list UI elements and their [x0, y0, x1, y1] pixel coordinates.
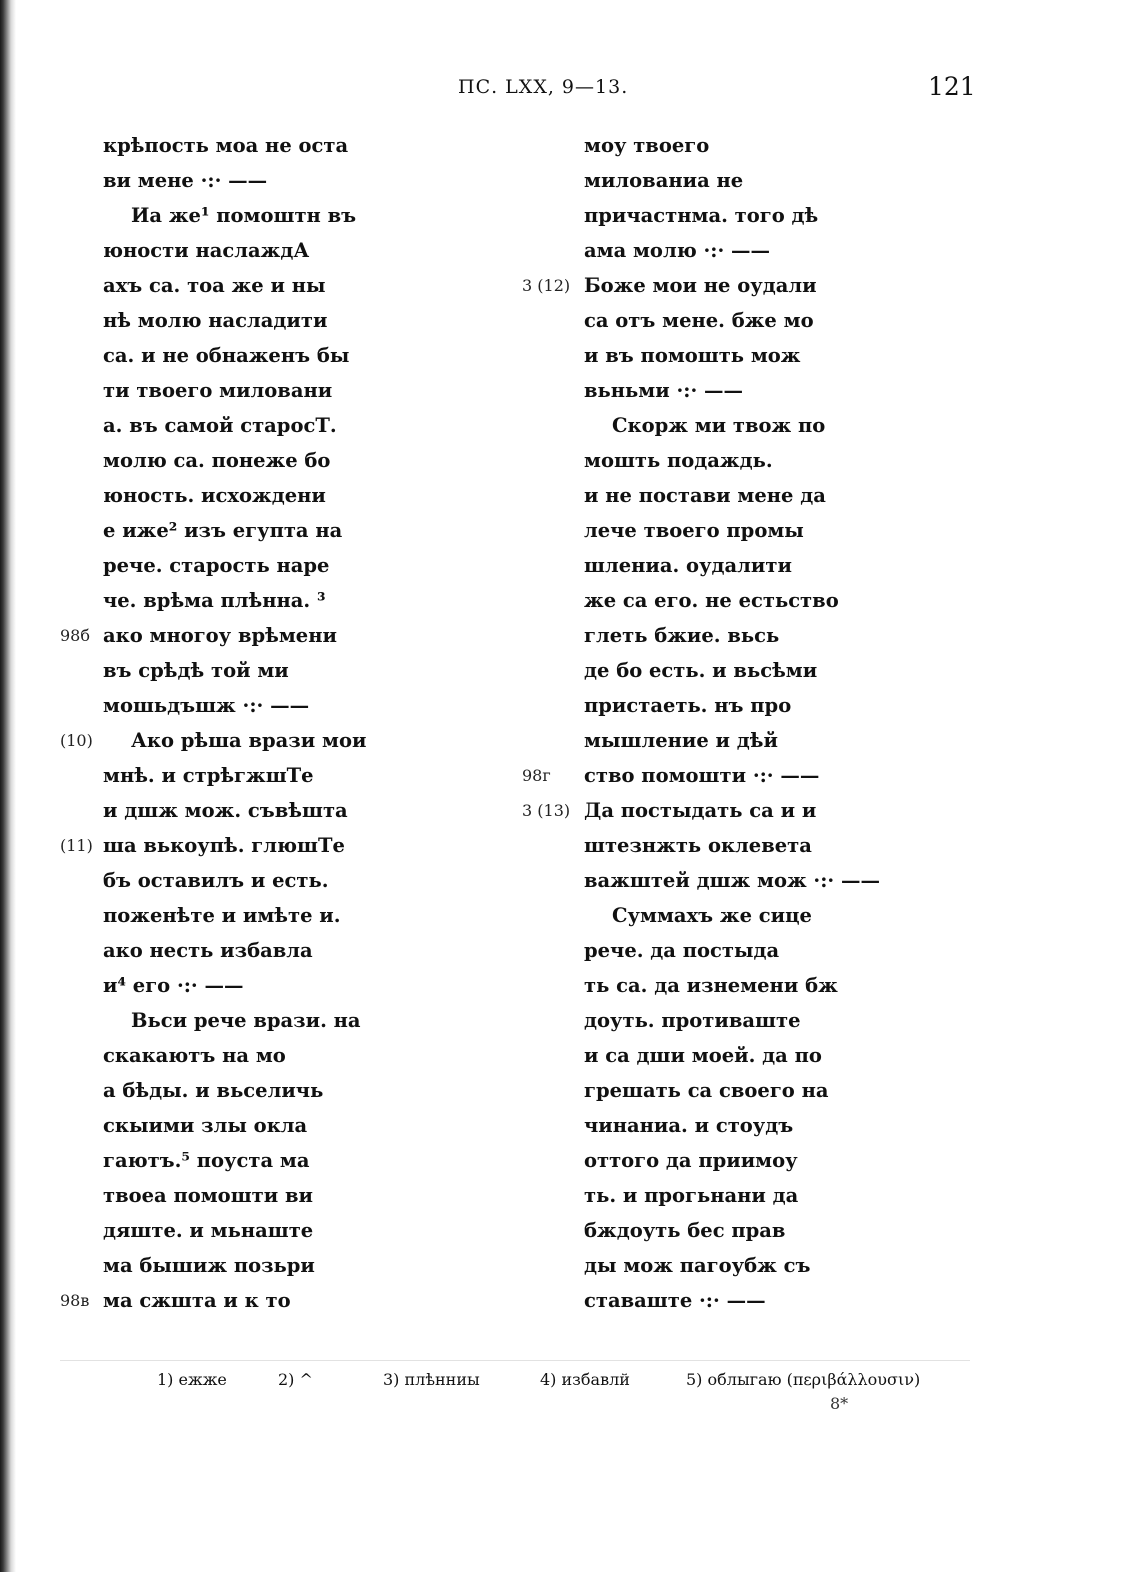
- line-text: милованиа не: [584, 169, 744, 192]
- text-line: [522, 513, 882, 548]
- line-text: че. врѣма плѣнна. ³: [103, 589, 326, 612]
- text-line: [60, 1143, 380, 1178]
- line-text: важштей дшж мож ·:· ——: [584, 869, 880, 892]
- line-text: глеть бжие. вьсь: [584, 624, 780, 647]
- text-line: [60, 373, 380, 408]
- scan-binding-edge: [0, 0, 16, 1572]
- page-header: [0, 72, 1140, 106]
- line-text: Боже мои не оудали: [584, 274, 817, 297]
- text-line: [60, 443, 380, 478]
- line-text: скакаютъ на мо: [103, 1044, 286, 1067]
- text-line: [522, 1178, 882, 1213]
- line-text: въ срѣдѣ той ми: [103, 659, 289, 682]
- line-text: Ако рѣша врази мои: [131, 729, 367, 752]
- line-text: Иа же¹ помоштн въ: [131, 204, 357, 227]
- text-line: [60, 863, 380, 898]
- line-text: ть. и прогьнани да: [584, 1184, 799, 1207]
- left-text-column: [60, 128, 380, 1318]
- text-line: [60, 163, 380, 198]
- line-text: и⁴ его ·:· ——: [103, 974, 244, 997]
- text-line: [60, 898, 380, 933]
- margin-reference: 98в: [60, 1291, 90, 1310]
- text-line: [60, 478, 380, 513]
- line-text: скыими злы окла: [103, 1114, 308, 1137]
- text-line: [60, 198, 380, 233]
- line-text: Да постыдать са и и: [584, 799, 817, 822]
- text-line: [522, 548, 882, 583]
- footnote: 2) ^: [278, 1370, 313, 1389]
- line-text: твоеа помошти ви: [103, 1184, 313, 1207]
- line-text: чинаниа. и стоудъ: [584, 1114, 794, 1137]
- text-line: [60, 583, 380, 618]
- text-line: [60, 1178, 380, 1213]
- line-text: причастнма. того дѣ: [584, 204, 819, 227]
- text-line: [522, 1213, 882, 1248]
- line-text: Суммахъ же сице: [612, 904, 812, 927]
- text-line: [60, 1213, 380, 1248]
- line-text: оттого да приимоу: [584, 1149, 798, 1172]
- line-text: лече твоего промы: [584, 519, 804, 542]
- text-line: [522, 1283, 882, 1318]
- running-head: ПС. LXX, 9—13.: [458, 76, 629, 98]
- text-line: [522, 618, 882, 653]
- right-text-column: [522, 128, 882, 1318]
- line-text: ды мож пагоубж съ: [584, 1254, 811, 1277]
- margin-reference: 3 (13): [522, 801, 571, 820]
- footnotes: [0, 1364, 1140, 1424]
- margin-reference: 98г: [522, 766, 551, 785]
- line-text: мышление и дѣй: [584, 729, 778, 752]
- margin-reference: (10): [60, 731, 93, 750]
- text-line: [522, 1248, 882, 1283]
- text-line: [522, 758, 882, 793]
- line-text: ставаште ·:· ——: [584, 1289, 766, 1312]
- text-line: [522, 968, 882, 1003]
- text-line: [522, 408, 882, 443]
- line-text: моу твоего: [584, 134, 710, 157]
- text-line: [522, 653, 882, 688]
- line-text: юности наслаждА: [103, 239, 310, 262]
- line-text: бждоуть бес прав: [584, 1219, 786, 1242]
- text-line: [522, 1143, 882, 1178]
- text-line: [522, 583, 882, 618]
- text-line: [522, 338, 882, 373]
- text-line: [60, 618, 380, 653]
- line-text: ахъ са. тоа же и ны: [103, 274, 326, 297]
- footnote-divider: [60, 1360, 970, 1361]
- line-text: ма сжшта и к то: [103, 1289, 291, 1312]
- text-line: [522, 1073, 882, 1108]
- text-line: [60, 233, 380, 268]
- text-line: [522, 198, 882, 233]
- line-text: и не постави мене да: [584, 484, 826, 507]
- text-line: [522, 723, 882, 758]
- text-line: [60, 933, 380, 968]
- text-line: [60, 653, 380, 688]
- line-text: поженѣте и имѣте и.: [103, 904, 341, 927]
- line-text: и дшж мож. съвѣшта: [103, 799, 348, 822]
- line-text: а. въ самой старосТ.: [103, 414, 337, 437]
- footnote: 1) ежже: [157, 1370, 227, 1389]
- line-text: гаютъ.⁵ поуста ма: [103, 1149, 310, 1172]
- text-line: [60, 828, 380, 863]
- margin-reference: 98б: [60, 626, 90, 645]
- line-text: рече. старость наре: [103, 554, 330, 577]
- line-text: ша вькоупѣ. глюшТе: [103, 834, 345, 857]
- text-line: [522, 863, 882, 898]
- line-text: бъ оставилъ и есть.: [103, 869, 329, 892]
- text-line: [60, 1283, 380, 1318]
- line-text: юность. исхождени: [103, 484, 326, 507]
- line-text: са отъ мене. бже мо: [584, 309, 814, 332]
- text-line: [60, 303, 380, 338]
- text-line: [522, 1108, 882, 1143]
- line-text: грешать са своего на: [584, 1079, 829, 1102]
- text-line: [522, 443, 882, 478]
- margin-reference: (11): [60, 836, 93, 855]
- text-line: [60, 793, 380, 828]
- text-line: [60, 688, 380, 723]
- text-line: [60, 548, 380, 583]
- text-line: [60, 1108, 380, 1143]
- text-line: [60, 513, 380, 548]
- signature-mark: 8*: [830, 1394, 849, 1413]
- line-text: ма бышиж позьри: [103, 1254, 315, 1277]
- line-text: доуть. противаште: [584, 1009, 801, 1032]
- text-line: [522, 478, 882, 513]
- text-line: [522, 793, 882, 828]
- line-text: мошьдъшж ·:· ——: [103, 694, 310, 717]
- text-line: [522, 898, 882, 933]
- line-text: рече. да постыда: [584, 939, 780, 962]
- footnote: 3) плѣнниы: [383, 1370, 480, 1389]
- text-line: [60, 268, 380, 303]
- line-text: ть са. да изнемени бж: [584, 974, 838, 997]
- line-text: и са дши моей. да по: [584, 1044, 822, 1067]
- line-text: пристаеть. нъ про: [584, 694, 792, 717]
- text-line: [522, 933, 882, 968]
- text-line: [522, 268, 882, 303]
- line-text: молю са. понеже бо: [103, 449, 331, 472]
- page-number: 121: [928, 72, 976, 101]
- line-text: ако несть избавла: [103, 939, 313, 962]
- text-line: [522, 828, 882, 863]
- text-line: [522, 233, 882, 268]
- text-line: [522, 163, 882, 198]
- line-text: Скорж ми твож по: [612, 414, 826, 437]
- line-text: нѣ молю насладити: [103, 309, 328, 332]
- line-text: де бо есть. и вьсѣми: [584, 659, 818, 682]
- line-text: ама молю ·:· ——: [584, 239, 771, 262]
- footnote: 5) облыгаю (περιβάλλουσιν): [686, 1370, 921, 1389]
- text-line: [522, 128, 882, 163]
- margin-reference: 3 (12): [522, 276, 571, 295]
- line-text: е иже² изъ егупта на: [103, 519, 343, 542]
- line-text: ви мене ·:· ——: [103, 169, 268, 192]
- footnote: 4) избавлй: [540, 1370, 630, 1389]
- text-line: [60, 1038, 380, 1073]
- text-line: [60, 1073, 380, 1108]
- text-line: [60, 723, 380, 758]
- line-text: са. и не обнаженъ бы: [103, 344, 350, 367]
- text-line: [60, 968, 380, 1003]
- line-text: ти твоего миловани: [103, 379, 333, 402]
- text-line: [60, 128, 380, 163]
- line-text: шлениа. оудалити: [584, 554, 792, 577]
- line-text: мнѣ. и стрѣгжшТе: [103, 764, 314, 787]
- line-text: крѣпость моа не оста: [103, 134, 349, 157]
- line-text: ако многоу врѣмени: [103, 624, 337, 647]
- line-text: же са его. не естьство: [584, 589, 839, 612]
- line-text: штезнжть оклевета: [584, 834, 812, 857]
- text-line: [522, 1038, 882, 1073]
- text-line: [522, 1003, 882, 1038]
- text-line: [522, 303, 882, 338]
- line-text: вьньми ·:· ——: [584, 379, 744, 402]
- text-line: [60, 338, 380, 373]
- text-line: [60, 1248, 380, 1283]
- line-text: мошть подаждь.: [584, 449, 773, 472]
- line-text: дяште. и мьнаште: [103, 1219, 314, 1242]
- line-text: ство помошти ·:· ——: [584, 764, 820, 787]
- text-line: [60, 408, 380, 443]
- line-text: а бѣды. и вьселичь: [103, 1079, 324, 1102]
- text-line: [522, 373, 882, 408]
- line-text: и въ помошть мож: [584, 344, 801, 367]
- text-line: [522, 688, 882, 723]
- text-line: [60, 1003, 380, 1038]
- text-line: [60, 758, 380, 793]
- line-text: Вьси рече врази. на: [131, 1009, 361, 1032]
